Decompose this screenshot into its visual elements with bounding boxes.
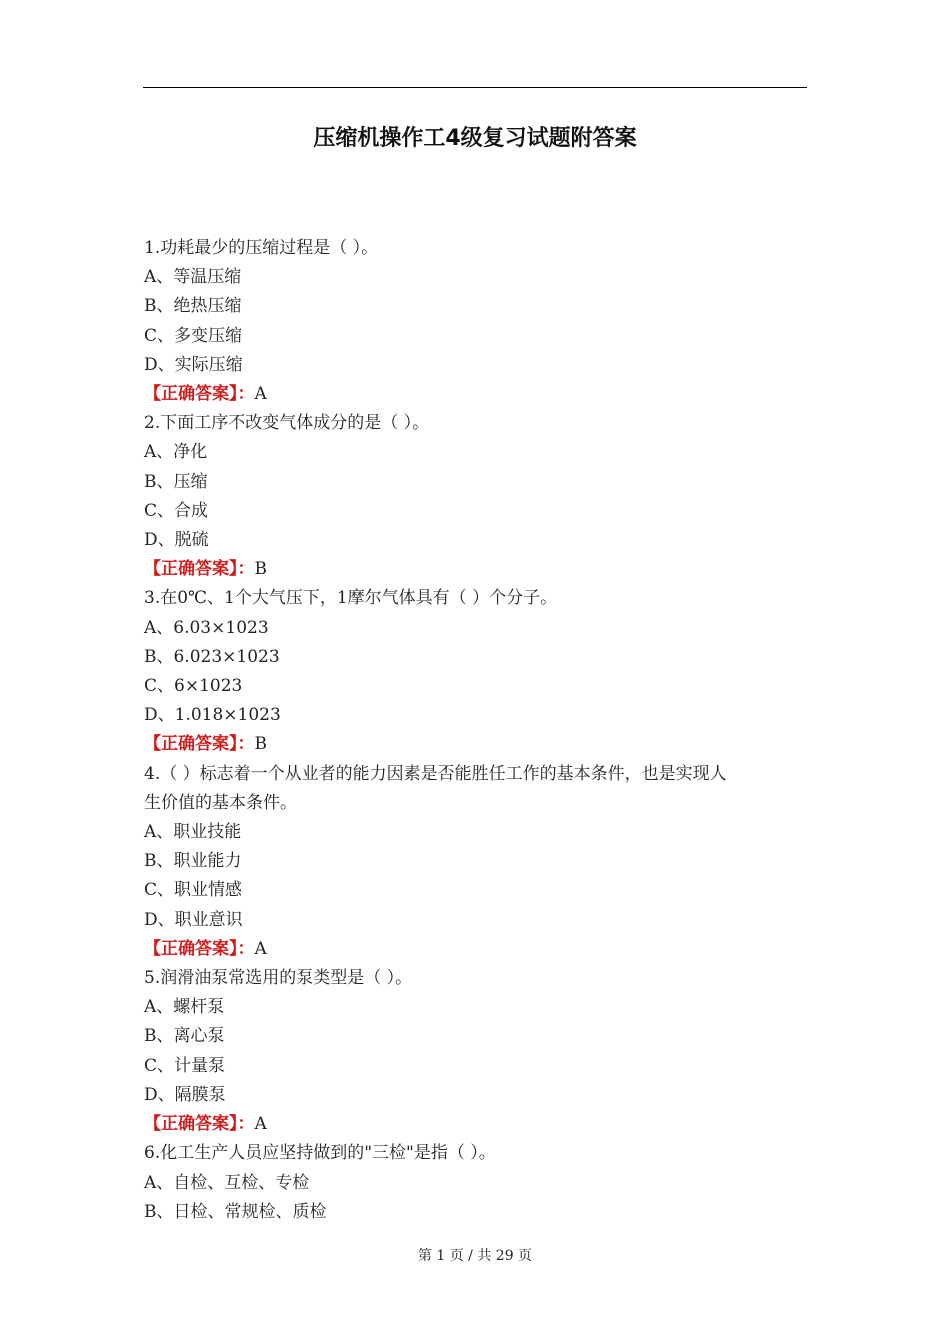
question-item [144, 1139, 808, 1227]
answer-value: B [254, 734, 267, 755]
option-d: D、职业意识 [144, 909, 243, 930]
question-stem: 3.在0℃、1个大气压下，1摩尔气体具有（ ）个分子。 [144, 588, 558, 609]
option-a: A、自检、互检、专检 [144, 1172, 310, 1193]
option-b: B、压缩 [144, 471, 208, 492]
answer-separator: ： [237, 734, 255, 755]
answer-line [144, 555, 808, 584]
option-c: C、合成 [144, 500, 209, 521]
header-rule [143, 87, 807, 88]
question-list [144, 234, 808, 1227]
answer-line [144, 1110, 808, 1139]
question-stem-line-1: 4.（ ）标志着一个从业者的能力因素是否能胜任工作的基本条件，也是实现人 [144, 763, 727, 784]
option-b: B、离心泵 [144, 1026, 225, 1047]
answer-separator: ： [237, 1114, 255, 1135]
question-item [144, 760, 808, 964]
question-item [144, 584, 808, 759]
option-c: C、计量泵 [144, 1055, 226, 1076]
page-footer: 第 1 页 / 共 29 页 [417, 1248, 533, 1264]
document-title: 压缩机操作工4级复习试题附答案 [313, 126, 637, 151]
option-a: A、职业技能 [144, 822, 242, 843]
answer-label: 【正确答案】 [144, 559, 238, 580]
answer-label: 【正确答案】 [144, 734, 238, 755]
answer-separator: ： [237, 559, 255, 580]
answer-line [144, 380, 808, 409]
option-b: B、日检、常规检、质检 [144, 1201, 327, 1222]
question-item [144, 234, 808, 409]
answer-label: 【正确答案】 [144, 1114, 238, 1135]
question-item [144, 964, 808, 1139]
question-stem: 5.润滑油泵常选用的泵类型是（ ）。 [144, 968, 413, 989]
option-d: D、隔膜泵 [144, 1084, 226, 1105]
option-b: B、职业能力 [144, 851, 242, 872]
answer-line [144, 730, 808, 759]
option-b: B、绝热压缩 [144, 296, 242, 317]
option-a: A、等温压缩 [144, 267, 242, 288]
answer-label: 【正确答案】 [144, 384, 238, 405]
answer-value: A [254, 938, 267, 959]
option-a: A、6.03×1023 [144, 617, 269, 638]
question-stem-line-2: 生价值的基本条件。 [144, 792, 297, 813]
option-d: D、1.018×1023 [144, 705, 281, 726]
answer-line [144, 935, 808, 964]
answer-label: 【正确答案】 [144, 938, 238, 959]
option-d: D、脱硫 [144, 530, 209, 551]
question-stem: 1.功耗最少的压缩过程是（ ）。 [144, 238, 379, 258]
answer-value: A [254, 1114, 267, 1135]
answer-value: A [254, 384, 267, 405]
option-d: D、实际压缩 [144, 354, 243, 375]
answer-value: B [254, 559, 267, 580]
question-stem: 2.下面工序不改变气体成分的是（ ）。 [144, 413, 430, 434]
question-stem: 6.化工生产人员应坚持做到的"三检"是指（ ）。 [144, 1143, 496, 1164]
option-b: B、6.023×1023 [144, 646, 280, 667]
option-a: A、净化 [144, 442, 208, 463]
option-c: C、职业情感 [144, 880, 243, 901]
answer-separator: ： [237, 384, 255, 405]
option-c: C、多变压缩 [144, 325, 243, 346]
option-a: A、螺杆泵 [144, 997, 225, 1018]
option-c: C、6×1023 [144, 676, 243, 697]
question-item [144, 409, 808, 584]
answer-separator: ： [237, 938, 255, 959]
